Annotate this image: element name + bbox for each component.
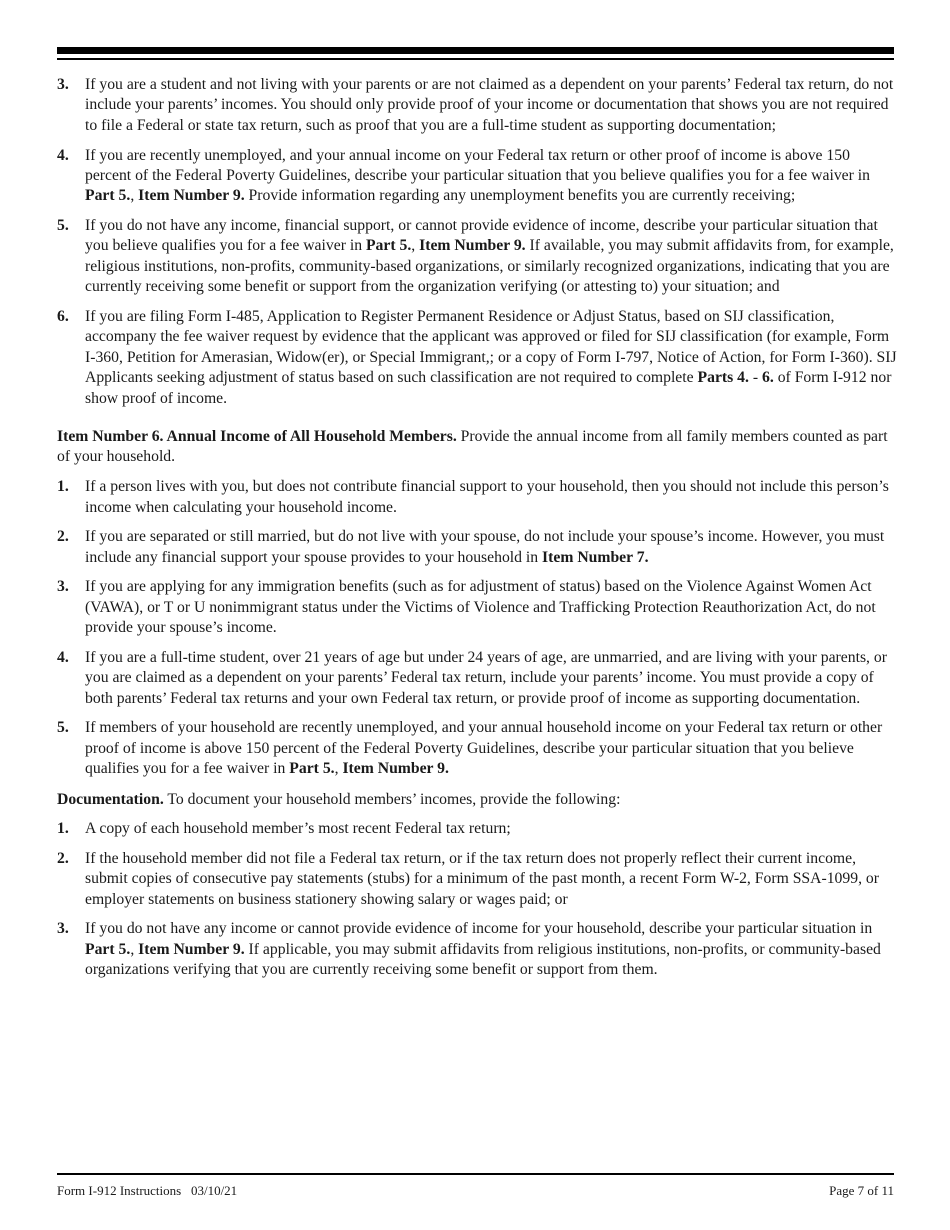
item-text: If members of your household are recently unemployed, and your annual household income on your Federal tax return or other proof of income is above 150 percent of the Federal Poverty Guidelines, describe your particular situation that you believe qualifies you for a fee waiver in	[85, 719, 883, 778]
item-text: If you do not have any income, financial support, or cannot provide evidence of income, describe your particular situation that you believe qualifies you for a fee waiver in	[85, 217, 878, 255]
section-text: To document your household members’ incomes, provide the following:	[163, 790, 621, 808]
list-item	[57, 307, 897, 409]
bold-reference: Part 5.	[85, 187, 131, 205]
item-number: 1.	[57, 478, 69, 496]
list-item	[57, 527, 897, 568]
footer-rule	[57, 1173, 894, 1175]
item-number: 1.	[57, 820, 69, 838]
item-number: 4.	[57, 648, 69, 666]
list-item	[57, 919, 897, 980]
item-text: of Form I-912 nor show proof of income.	[85, 369, 892, 407]
bold-reference: Item Number 7.	[542, 548, 649, 566]
bold-reference: Part 5.	[289, 760, 335, 778]
bold-reference: Part 5.	[365, 237, 412, 255]
bold-reference: Item Number 9.	[138, 940, 245, 958]
list-item	[57, 75, 897, 136]
item-text: If you are a full-time student, over 21 years of age but under 24 years of age, are unmarried, and are living with your parents, or you are claimed as a dependent on your parents’ Federal tax return, include your parents’ income. You must provide a copy of both parents’ Federal tax returns and your own Federal tax return, or provide proof of income as supporting documentation.	[85, 648, 887, 707]
item-text: If available, you may submit affidavits from, for example, religious institutions, non-profits, community-based organizations, or similarly recognized organizations, indicating that you are currently receiving some benefit or support from the organization verifying (or attesting to) your situation; and	[85, 237, 894, 296]
list-item	[57, 849, 897, 910]
item-number: 5.	[57, 217, 69, 235]
list-item	[57, 146, 897, 207]
item-text: Provide information regarding any unemployment benefits you are currently receiving;	[244, 187, 796, 205]
instructions-body	[57, 75, 897, 990]
header-rule-thick	[57, 47, 894, 54]
item-number: 3.	[57, 76, 69, 93]
list-item	[57, 216, 897, 298]
item-text: -	[748, 369, 763, 387]
item-text: If applicable, you may submit affidavits from religious institutions, non-profits, or community-based organizations verifying that you are currently receiving some benefit or support from them.	[85, 940, 881, 979]
student-income-list	[57, 75, 897, 409]
list-item	[57, 819, 897, 839]
item-text: If you do not have any income or cannot provide evidence of income for your household, describe your particular situation in	[85, 920, 873, 938]
item-number: 6.	[57, 307, 69, 325]
bold-reference: Item Number 9.	[138, 187, 245, 205]
section-item-number-6	[57, 427, 897, 468]
item-text: If you are separated or still married, but do not live with your spouse, do not include your spouse’s income. However, you must include any financial support your spouse provides to your household in	[85, 528, 885, 566]
item-text: ,	[411, 237, 420, 255]
item-text: If you are recently unemployed, and your annual income on your Federal tax return or other proof of income is above 150 percent of the Federal Poverty Guidelines, describe your particular situation that you believe qualifies you for a fee waiver in	[85, 146, 870, 184]
item-number: 2.	[57, 849, 69, 867]
bold-reference: Parts 4.	[697, 369, 749, 387]
item-text: ,	[130, 940, 139, 958]
item-text: ,	[334, 760, 343, 778]
header-rule-thin	[57, 58, 894, 60]
form-identifier: Form I-912 Instructions 03/10/21	[57, 1183, 238, 1198]
bold-reference: 6.	[762, 369, 774, 387]
item-text: If you are filing Form I-485, Application to Register Permanent Residence or Adjust Status, based on SIJ classification, accompany the fee waiver request by evidence that the applicant was approved or filed for SIJ classification (for example, Form I-360, Petition for Amerasian, Widow(er), or Special Immigrant,; or a copy of Form I-797, Notice of Action, for Form I-360). SIJ Applicants seeking adjustment of status based on such classification are not required to complete	[85, 307, 897, 387]
section-documentation	[57, 790, 897, 810]
bold-reference: Item Number 9.	[342, 760, 449, 778]
section-heading: Item Number 6. Annual Income of All Household Members.	[57, 427, 457, 445]
item-text: If a person lives with you, but does not contribute financial support to your household, then you should not include this person’s income when calculating your household income.	[85, 478, 889, 516]
bold-reference: Item Number 9.	[419, 237, 526, 255]
list-item	[57, 477, 897, 518]
list-item	[57, 648, 897, 709]
item-text: If you are a student and not living with your parents or are not claimed as a dependent on your parents’ Federal tax return, do not include your parents’ incomes. You should only provide proof of your income or documentation that shows you are not required to file a Federal or state tax return, such as proof that you are a full-time student as supporting documentation;	[85, 76, 894, 134]
item-number: 3.	[57, 578, 69, 596]
list-item	[57, 718, 897, 779]
item-text: A copy of each household member’s most recent Federal tax return;	[85, 820, 511, 838]
section-heading: Documentation.	[57, 790, 164, 808]
item-text: If the household member did not file a Federal tax return, or if the tax return does not properly reflect their current income, submit copies of consecutive pay statements (stubs) for a minimum of the past month, a recent Form W-2, Form SSA-1099, or employer statements on business stationery showing salary or wages paid; or	[85, 849, 879, 908]
item-number: 2.	[57, 528, 69, 546]
item-number: 5.	[57, 719, 69, 737]
section-text: Provide the annual income from all family members counted as part of your household.	[57, 427, 888, 466]
documentation-list	[57, 819, 897, 980]
page-number: Page 7 of 11	[829, 1183, 894, 1198]
item-number: 3.	[57, 920, 69, 938]
list-item	[57, 577, 897, 638]
item-text: ,	[130, 187, 139, 205]
item-number: 4.	[57, 146, 69, 164]
item-text: If you are applying for any immigration benefits (such as for adjustment of status) based on the Violence Against Women Act (VAWA), or T or U nonimmigrant status under the Victims of Violence and Trafficking Protection Reauthorization Act, do not provide your spouse’s income.	[85, 578, 876, 637]
household-income-list	[57, 477, 897, 779]
bold-reference: Part 5.	[85, 940, 131, 958]
